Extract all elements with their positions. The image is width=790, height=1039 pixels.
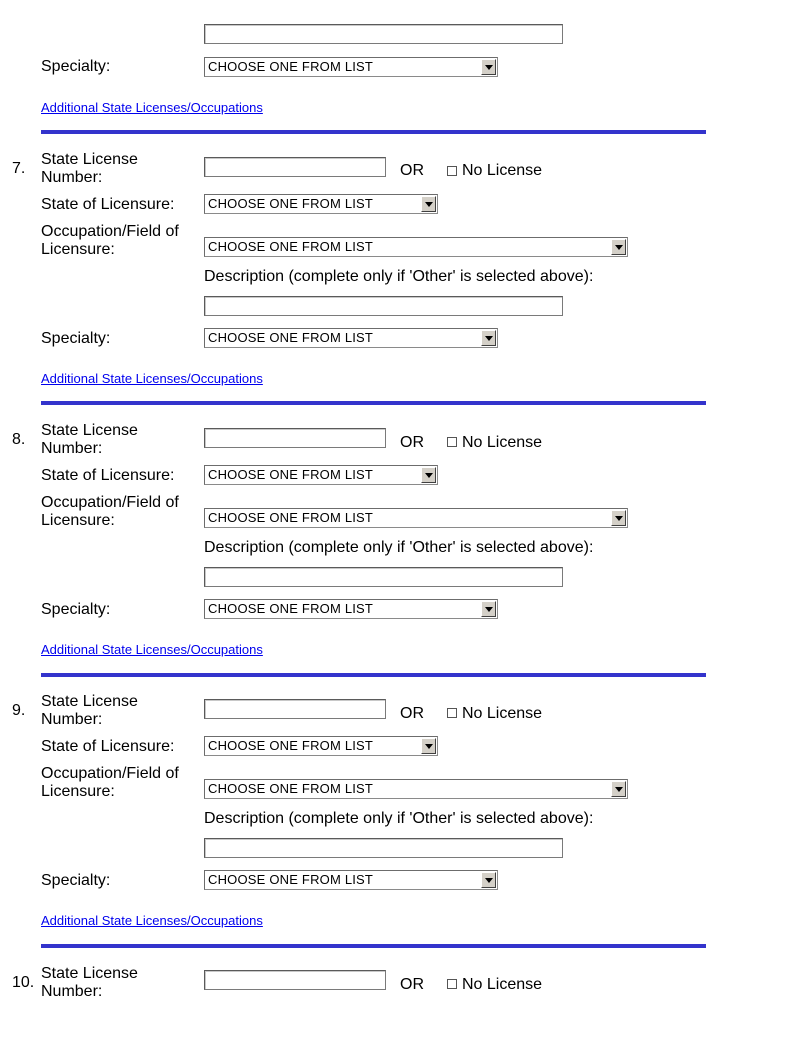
state-license-label-line2: Number: <box>41 169 103 186</box>
additional-licenses-link[interactable]: Additional State Licenses/Occupations <box>41 642 263 657</box>
state-of-licensure-select-value: CHOOSE ONE FROM LIST <box>208 196 374 211</box>
description-input[interactable] <box>204 24 563 44</box>
state-of-licensure-label: State of Licensure: <box>41 738 175 755</box>
state-license-label-line2: Number: <box>41 711 103 728</box>
state-license-label-line1: State License <box>41 965 138 982</box>
chevron-down-icon[interactable] <box>611 510 626 526</box>
specialty-select[interactable] <box>204 870 498 890</box>
chevron-down-icon[interactable] <box>611 239 626 255</box>
additional-licenses-link[interactable]: Additional State Licenses/Occupations <box>41 100 263 115</box>
occupation-label-line2: Licensure: <box>41 783 115 800</box>
specialty-select-value: CHOOSE ONE FROM LIST <box>208 601 374 616</box>
specialty-label: Specialty: <box>41 330 111 347</box>
state-license-label <box>41 151 138 187</box>
or-label: OR <box>400 705 424 722</box>
specialty-select-value: CHOOSE ONE FROM LIST <box>208 872 374 887</box>
no-license-label: No License <box>462 434 543 451</box>
chevron-down-icon[interactable] <box>421 196 436 212</box>
occupation-select[interactable] <box>204 237 628 257</box>
section-number: 9. <box>12 702 26 719</box>
additional-licenses-link[interactable]: Additional State Licenses/Occupations <box>41 913 263 928</box>
state-license-label <box>41 693 138 729</box>
additional-licenses-link[interactable]: Additional State Licenses/Occupations <box>41 371 263 386</box>
state-license-label-line1: State License <box>41 422 138 439</box>
state-of-licensure-select[interactable] <box>204 736 438 756</box>
occupation-label <box>41 765 179 801</box>
occupation-label-line2: Licensure: <box>41 241 115 258</box>
occupation-select-value: CHOOSE ONE FROM LIST <box>208 239 374 254</box>
chevron-down-icon[interactable] <box>611 781 626 797</box>
specialty-select[interactable] <box>204 328 498 348</box>
state-license-label-line1: State License <box>41 693 138 710</box>
occupation-label-line1: Occupation/Field of <box>41 223 179 240</box>
no-license-checkbox[interactable] <box>447 979 457 989</box>
section-divider <box>41 401 706 405</box>
state-license-number-input[interactable] <box>204 157 386 177</box>
description-input[interactable] <box>204 567 563 587</box>
occupation-label <box>41 494 179 530</box>
chevron-down-icon[interactable] <box>481 872 496 888</box>
occupation-label-line1: Occupation/Field of <box>41 765 179 782</box>
occupation-label <box>41 223 179 259</box>
state-license-label-line1: State License <box>41 151 138 168</box>
chevron-down-icon[interactable] <box>481 59 496 75</box>
no-license-label: No License <box>462 162 543 179</box>
state-license-number-input[interactable] <box>204 970 386 990</box>
description-input[interactable] <box>204 296 563 316</box>
specialty-select-value: CHOOSE ONE FROM LIST <box>208 59 374 74</box>
section-divider <box>41 130 706 134</box>
occupation-select-value: CHOOSE ONE FROM LIST <box>208 510 374 525</box>
state-license-label <box>41 422 138 458</box>
section-divider <box>41 673 706 677</box>
section-divider <box>41 944 706 948</box>
no-license-checkbox[interactable] <box>447 166 457 176</box>
or-label: OR <box>400 976 424 993</box>
state-of-licensure-select[interactable] <box>204 465 438 485</box>
no-license-label: No License <box>462 705 543 722</box>
specialty-select-value: CHOOSE ONE FROM LIST <box>208 330 374 345</box>
occupation-label-line2: Licensure: <box>41 512 115 529</box>
section-number: 7. <box>12 160 26 177</box>
state-of-licensure-select-value: CHOOSE ONE FROM LIST <box>208 738 374 753</box>
occupation-label-line1: Occupation/Field of <box>41 494 179 511</box>
specialty-label: Specialty: <box>41 601 111 618</box>
state-of-licensure-select[interactable] <box>204 194 438 214</box>
specialty-label: Specialty: <box>41 58 111 75</box>
specialty-select[interactable] <box>204 599 498 619</box>
state-of-licensure-select-value: CHOOSE ONE FROM LIST <box>208 467 374 482</box>
description-input[interactable] <box>204 838 563 858</box>
occupation-select-value: CHOOSE ONE FROM LIST <box>208 781 374 796</box>
occupation-select[interactable] <box>204 779 628 799</box>
section-number: 10. <box>12 974 35 991</box>
no-license-checkbox[interactable] <box>447 437 457 447</box>
occupation-select[interactable] <box>204 508 628 528</box>
no-license-label: No License <box>462 976 543 993</box>
no-license-checkbox[interactable] <box>447 708 457 718</box>
state-license-number-input[interactable] <box>204 699 386 719</box>
description-label: Description (complete only if 'Other' is selected above): <box>204 810 594 827</box>
section-number: 8. <box>12 431 26 448</box>
or-label: OR <box>400 162 424 179</box>
state-license-label-line2: Number: <box>41 983 103 1000</box>
specialty-select[interactable] <box>204 57 498 77</box>
chevron-down-icon[interactable] <box>481 330 496 346</box>
chevron-down-icon[interactable] <box>481 601 496 617</box>
state-license-label <box>41 965 138 1001</box>
state-license-label-line2: Number: <box>41 440 103 457</box>
state-of-licensure-label: State of Licensure: <box>41 467 175 484</box>
state-of-licensure-label: State of Licensure: <box>41 196 175 213</box>
description-label: Description (complete only if 'Other' is selected above): <box>204 268 594 285</box>
state-license-number-input[interactable] <box>204 428 386 448</box>
chevron-down-icon[interactable] <box>421 738 436 754</box>
or-label: OR <box>400 434 424 451</box>
specialty-label: Specialty: <box>41 872 111 889</box>
description-label: Description (complete only if 'Other' is selected above): <box>204 539 594 556</box>
chevron-down-icon[interactable] <box>421 467 436 483</box>
